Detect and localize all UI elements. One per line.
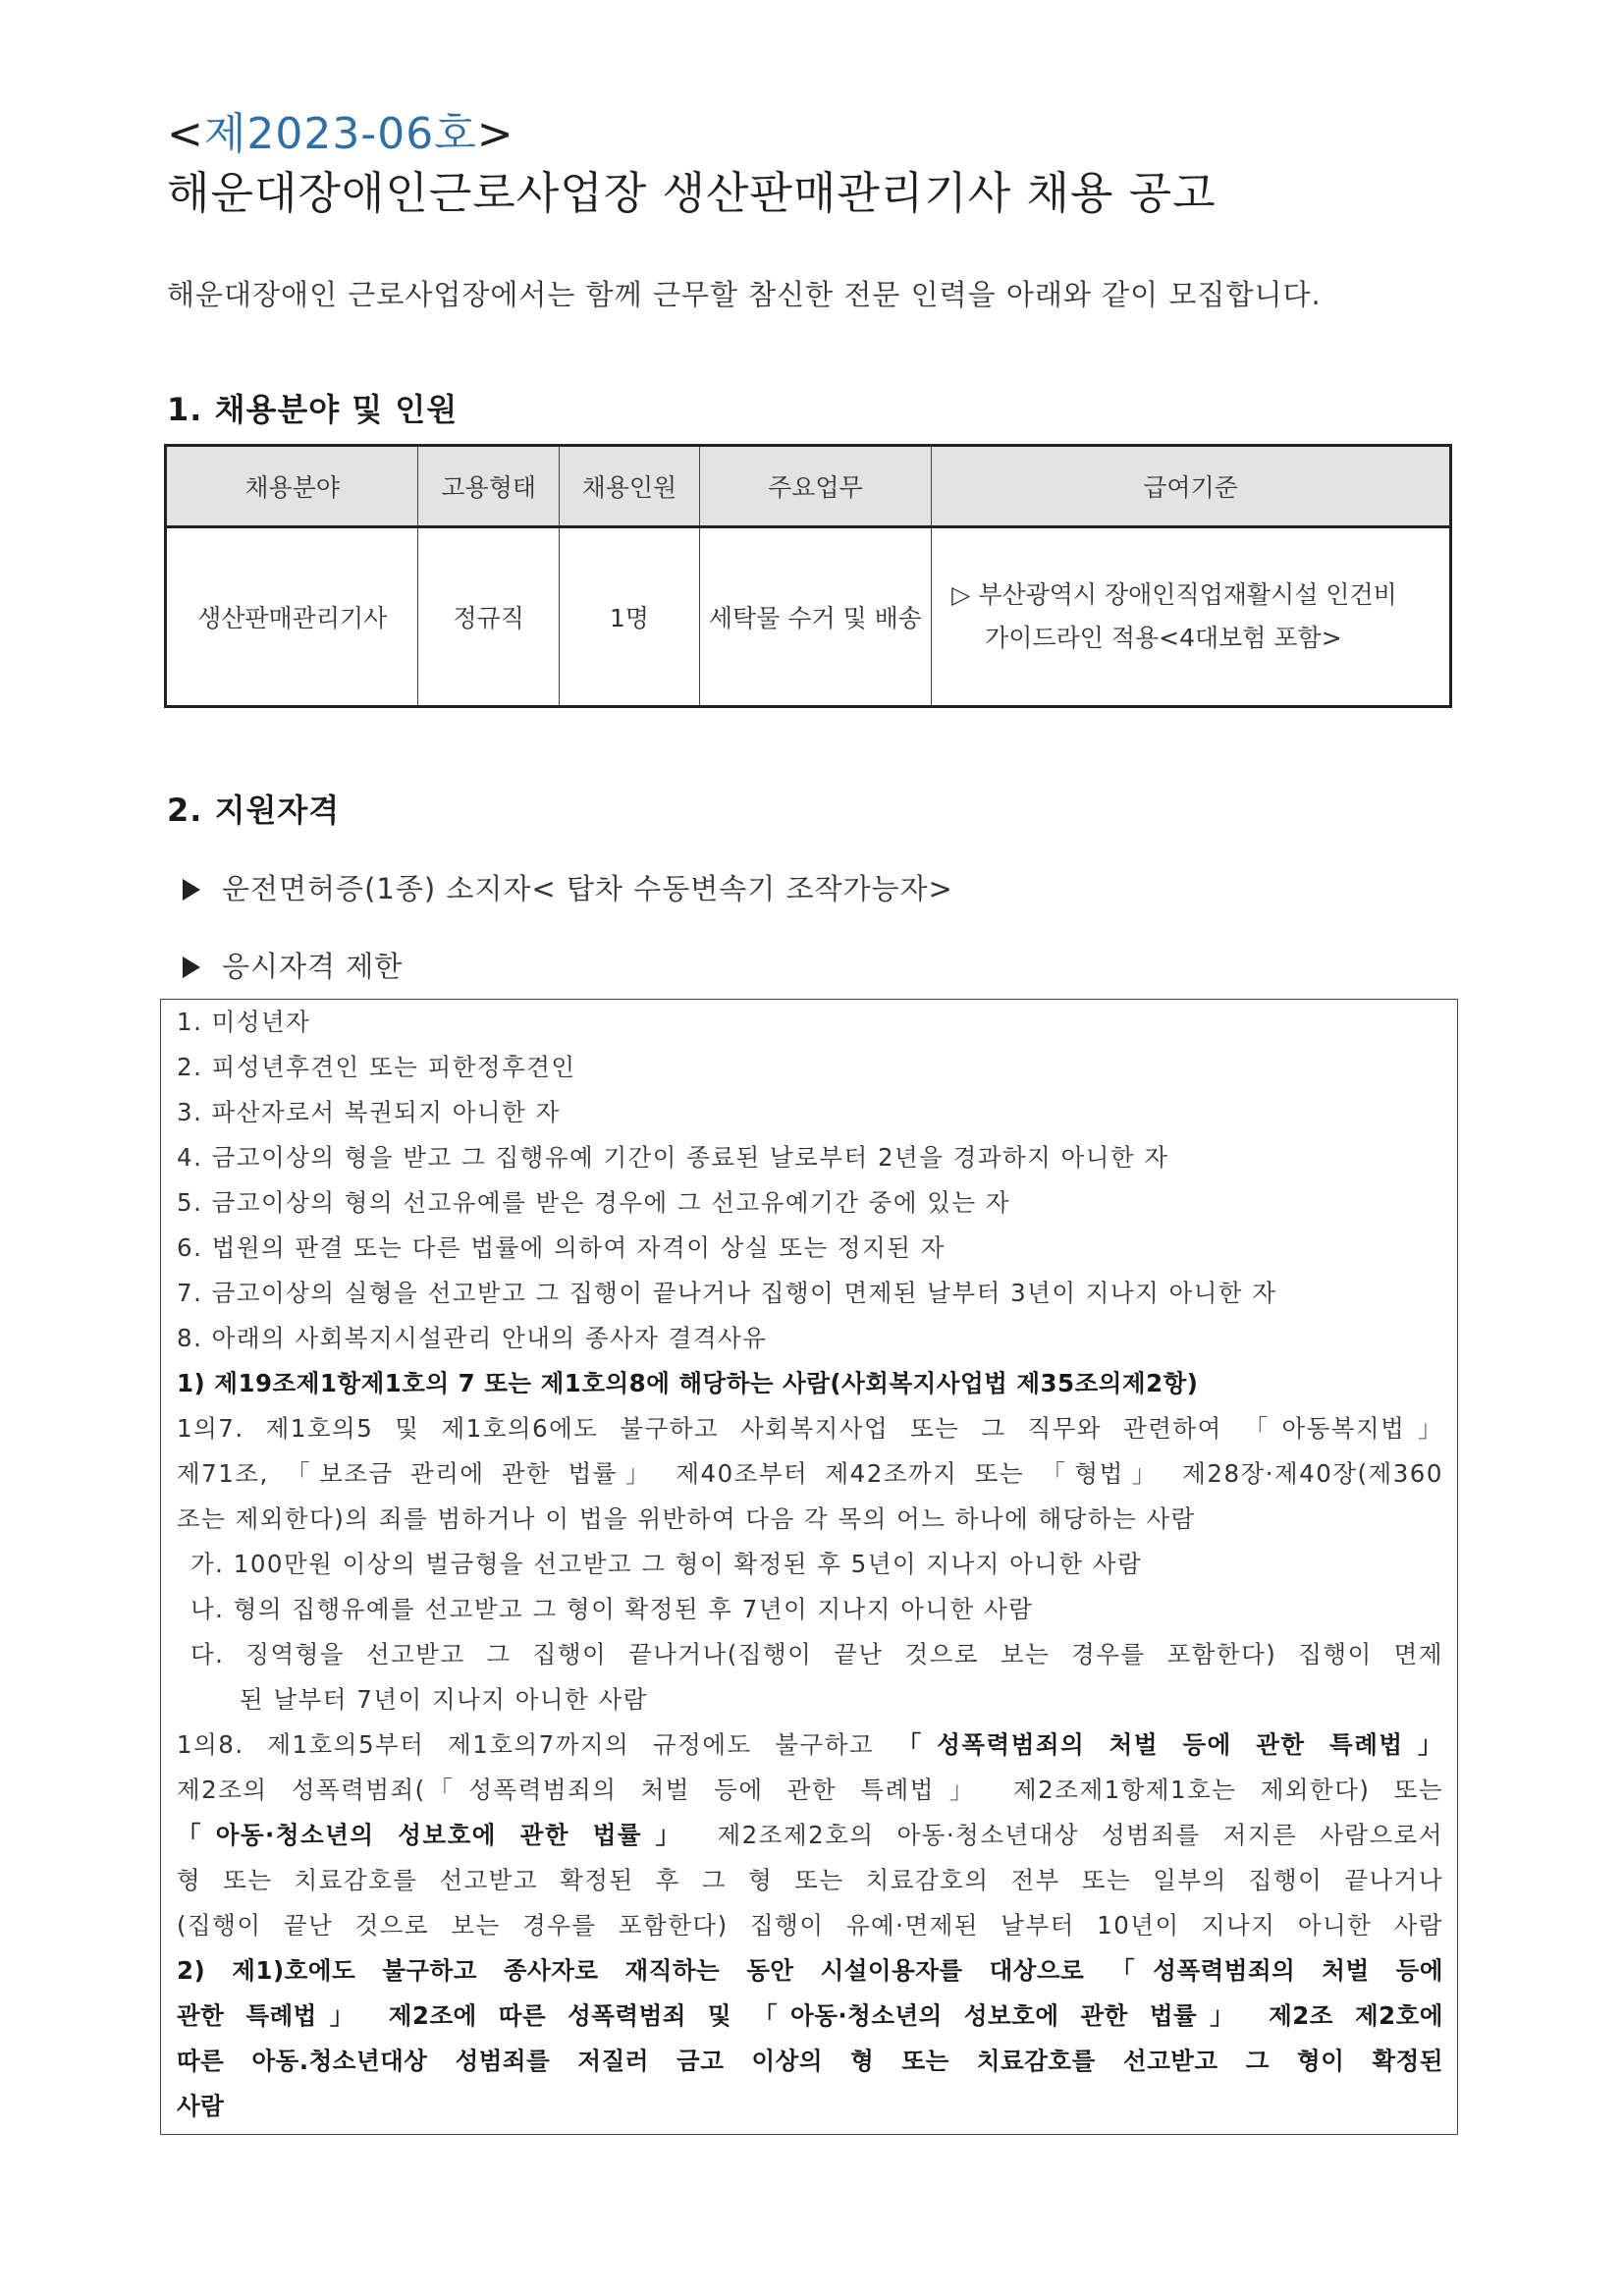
list-item: 1. 미성년자 [177, 1008, 311, 1036]
provision-2-line: 관한 특례법」 제2조에 따른 성폭력범죄 및 「아동·청소년의 성보호에 관한 법률」 제2조 제2호에 [177, 2001, 1443, 2030]
triangle-bullet-icon [183, 879, 200, 901]
header-field: 채용분야 [166, 446, 418, 527]
restriction-box [160, 999, 1458, 2135]
provision-1-7-line: 1의7. 제1호의5 및 제1호의6에도 불구하고 사회복지사업 또는 그 직무와 관련하여 「아동복지법」 [177, 1414, 1443, 1443]
notice-number [167, 98, 514, 161]
notice-bracket-open: < [167, 109, 204, 159]
salary-line2: 가이드라인 적용<4대보험 포함> [985, 624, 1342, 652]
provision-1-8-line: 형 또는 치료감호를 선고받고 확정된 후 그 형 또는 치료감호의 전부 또는 일부의 집행이 끝나거나 [177, 1866, 1443, 1894]
cell-employment-type: 정규직 [418, 527, 560, 707]
bullet-license-text: 운전면허증(1종) 소지자< 탑차 수동변속기 조작가능자> [222, 872, 953, 905]
list-item: 4. 금고이상의 형을 받고 그 집행유예 기간이 종료된 날로부터 2년을 경과하지 아니한 자 [177, 1143, 1169, 1172]
provision-1-8-line [177, 1817, 1443, 1851]
provision-1-8-text: 제2조제2호의 아동·청소년대상 성범죄를 저지른 사람으로서 [694, 1821, 1443, 1849]
provision-1-7-da: 다. 징역형을 선고받고 그 집행이 끝나거나(집행이 끝난 것으로 보는 경우를 포함한다) 집행이 면제 [190, 1640, 1443, 1668]
list-item: 2. 피성년후견인 또는 피한정후견인 [177, 1053, 576, 1081]
provision-1-8-law-name: 「아동·청소년의 성보호에 관한 법률」 [177, 1821, 695, 1849]
provision-1-7-line: 제71조, 「보조금 관리에 관한 법률」 제40조부터 제42조까지 또는 「형법」 제28장·제40장(제360 [177, 1459, 1443, 1488]
table-row [166, 527, 1451, 707]
triangle-bullet-icon [183, 957, 200, 978]
bullet-restriction-text: 응시자격 제한 [222, 950, 404, 983]
provision-1-7-ga: 가. 100만원 이상의 벌금형을 선고받고 그 형이 확정된 후 5년이 지나지 아니한 사람 [190, 1550, 1143, 1578]
header-employment-type: 고용형태 [418, 446, 560, 527]
table-header-row [166, 446, 1451, 527]
list-item: 5. 금고이상의 형의 선고유예를 받은 경우에 그 선고유예기간 중에 있는 자 [177, 1188, 1011, 1217]
provision-1-8-text: 1의8. 제1호의5부터 제1호의7까지의 규정에도 불구하고 [177, 1730, 897, 1759]
recruitment-table [164, 444, 1452, 708]
provision-1-8-line [177, 1726, 1443, 1761]
cell-main-duty: 세탁물 수거 및 배송 [699, 527, 931, 707]
notice-bracket-close: > [476, 109, 514, 159]
bullet-license [183, 867, 953, 907]
intro-text: 해운대장애인 근로사업장에서는 함께 근무할 참신한 전문 인력을 아래와 같이 모집합니다. [167, 278, 1322, 311]
provision-1-7-line: 조는 제외한다)의 죄를 범하거나 이 법을 위반하여 다음 각 목의 어느 하나에 해당하는 사람 [177, 1504, 1196, 1533]
section1-heading: 1. 채용분야 및 인원 [167, 391, 459, 428]
provision-2-line: 따른 아동.청소년대상 성범죄를 저질러 금고 이상의 형 또는 치료감호를 선고받고 그 형이 확정된 [177, 2047, 1443, 2075]
provision-1-7-da-cont: 된 날부터 7년이 지나지 아니한 사람 [240, 1685, 648, 1714]
list-item: 3. 파산자로서 복권되지 아니한 자 [177, 1098, 561, 1126]
header-main-duty: 주요업무 [699, 446, 931, 527]
provision-2-line: 사람 [177, 2092, 225, 2120]
list-item: 6. 법원의 판결 또는 다른 법률에 의하여 자격이 상실 또는 정지된 자 [177, 1233, 946, 1262]
salary-line1: ▷ 부산광역시 장애인직업재활시설 인건비 [951, 580, 1397, 609]
provision-1-8-line: 제2조의 성폭력범죄(「성폭력범죄의 처벌 등에 관한 특례법」 제2조제1항제1호는 제외한다) 또는 [177, 1776, 1443, 1804]
provision-1-heading: 1) 제19조제1항제1호의 7 또는 제1호의8에 해당하는 사람(사회복지사업법 제35조의제2항) [177, 1369, 1199, 1397]
provision-1-8-law-name: 「성폭력범죄의 처벌 등에 관한 특례법」 [896, 1730, 1443, 1759]
cell-field: 생산판매관리기사 [166, 527, 418, 707]
list-item: 7. 금고이상의 실형을 선고받고 그 집행이 끝나거나 집행이 면제된 날부터 3년이 지나지 아니한 자 [177, 1279, 1277, 1307]
header-salary: 급여기준 [932, 446, 1451, 527]
provision-1-8-line: (집행이 끝난 것으로 보는 경우를 포함한다) 집행이 유예·면제된 날부터 10년이 지나지 아니한 사람 [177, 1911, 1443, 1940]
cell-headcount: 1명 [560, 527, 700, 707]
section2-heading: 2. 지원자격 [167, 792, 341, 829]
header-headcount: 채용인원 [560, 446, 700, 527]
provision-2-line: 2) 제1)호에도 불구하고 종사자로 재직하는 동안 시설이용자를 대상으로 「성폭력범죄의 처벌 등에 [177, 1956, 1443, 1985]
document-title: 해운대장애인근로사업장 생산판매관리기사 채용 공고 [167, 167, 1217, 219]
bullet-restriction [183, 945, 403, 985]
provision-1-7-na: 나. 형의 집행유예를 선고받고 그 형이 확정된 후 7년이 지나지 아니한 사람 [190, 1595, 1034, 1623]
list-item: 8. 아래의 사회복지시설관리 안내의 종사자 결격사유 [177, 1324, 768, 1352]
cell-salary [932, 527, 1451, 707]
notice-number-value: 제2023-06호 [203, 109, 477, 159]
